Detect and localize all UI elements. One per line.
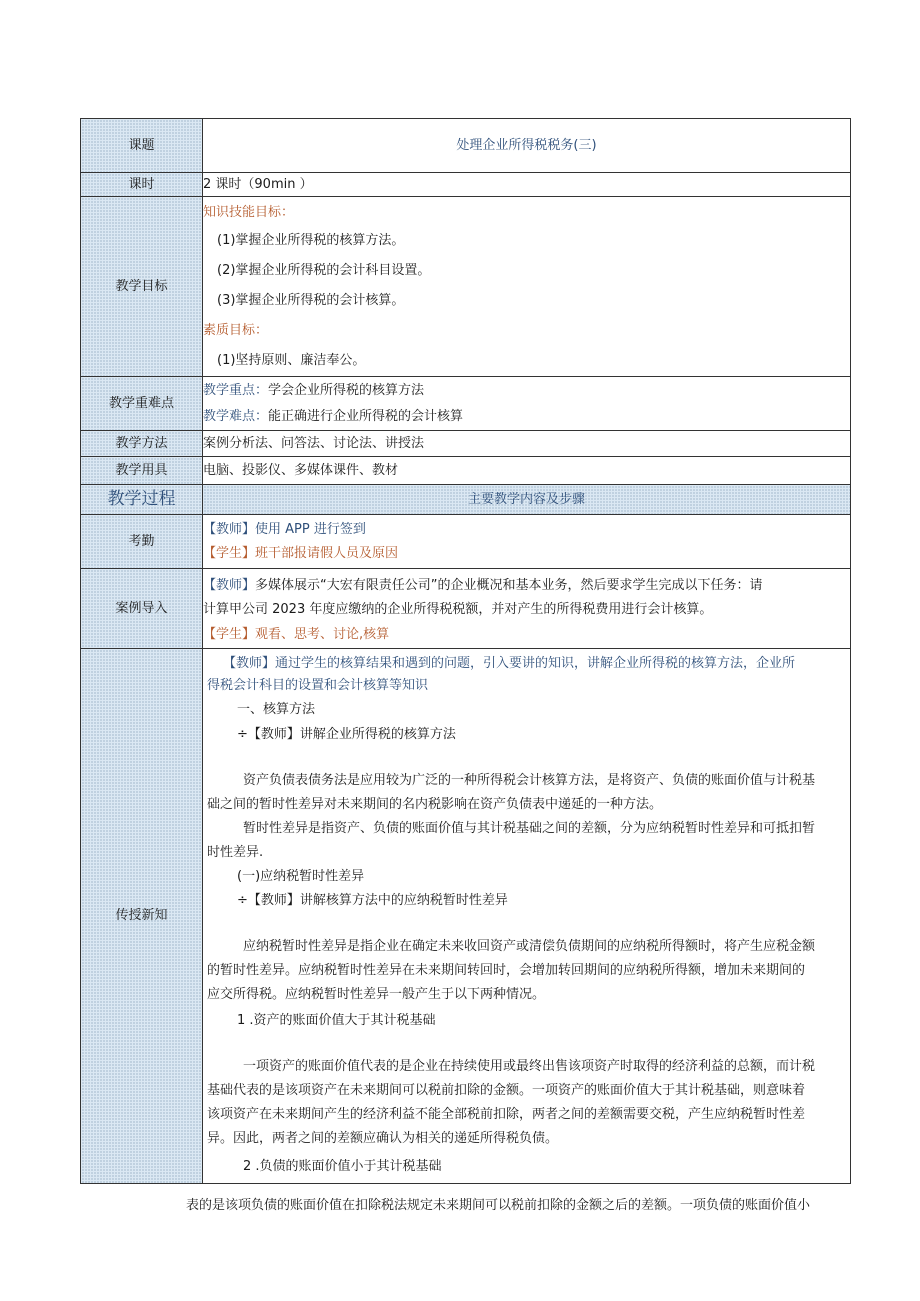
difficult-prefix: 教学难点： [203, 408, 269, 424]
paragraph-line: 资产负债表债务法是应用较为广泛的一种所得税会计核算方法，是将资产、负债的账面价值与计税基 [243, 773, 816, 788]
tools-label: 教学用具 [81, 457, 203, 485]
topic-title: 处理企业所得税税务(三) [203, 119, 851, 173]
paragraph-line: 应纳税暂时性差异是指企业在确定未来收回资产或清偿负债期间的应纳税所得额时，将产生应税金额 [243, 939, 816, 954]
knowledge-title: 知识技能目标： [203, 205, 295, 220]
case-intro-content [203, 569, 851, 649]
process-header-left: 教学过程 [81, 485, 203, 515]
knowledge-item: (1)掌握企业所得税的核算方法。 [217, 233, 405, 248]
paragraph-line: 础之间的暂时性差异对未来期间的名内税影响在资产负债表中递延的一种方法。 [207, 797, 663, 812]
knowledge-item: (2)掌握企业所得税的会计科目设置。 [217, 263, 431, 278]
list-item: 1 .资产的账面价值大于其计税基础 [237, 1013, 436, 1028]
row-hours [81, 173, 851, 197]
subsection-heading: (一)应纳税暂时性差异 [237, 869, 365, 884]
lesson-plan-table [80, 118, 851, 1184]
row-methods [81, 431, 851, 457]
section-heading: 一、核算方法 [237, 702, 316, 717]
methods-label: 教学方法 [81, 431, 203, 457]
case-student: 【学生】观看、思考、讨论,核算 [203, 627, 390, 642]
new-knowledge-label: 传授新知 [81, 649, 203, 1184]
quality-title: 素质目标： [203, 323, 269, 338]
attendance-content [203, 515, 851, 569]
difficult-text: 能正确进行企业所得税的会计核算 [268, 408, 464, 424]
case-teacher-line2: 计算甲公司 2023 年度应缴纳的企业所得税税额，并对产生的所得税费用进行会计核算。 [203, 602, 713, 617]
intro-line: 得税会计科目的设置和会计核算等知识 [207, 678, 429, 693]
case-teacher-text: 多媒体展示“大宏有限责任公司”的企业概况和基本业务，然后要求学生完成以下任务：请 [255, 578, 763, 593]
paragraph-line: 该项资产在未来期间产生的经济利益不能全部税前扣除，两者之间的差额需要交税，产生应纳税暂时性差 [207, 1107, 806, 1122]
row-attendance [81, 515, 851, 569]
key-prefix: 教学重点： [203, 382, 269, 398]
teacher-point: ÷【教师】讲解企业所得税的核算方法 [237, 727, 456, 742]
row-key-points [81, 377, 851, 431]
attendance-teacher: 【教师】使用 APP 进行签到 [203, 522, 366, 537]
teacher-point: ÷【教师】讲解核算方法中的应纳税暂时性差异 [237, 893, 508, 908]
topic-label: 课题 [81, 119, 203, 173]
row-case-intro [81, 569, 851, 649]
case-intro-label: 案例导入 [81, 569, 203, 649]
paragraph-line: 暂时性差异是指资产、负债的账面价值与其计税基础之间的差额，分为应纳税暂时性差异和可抵扣暂 [243, 821, 816, 836]
paragraph-line: 时性差异. [207, 845, 264, 860]
process-header-right: 主要教学内容及步骤 [203, 485, 851, 515]
attendance-student: 【学生】班干部报请假人员及原因 [203, 546, 399, 561]
row-objectives [81, 197, 851, 377]
row-process-header [81, 485, 851, 515]
row-tools [81, 457, 851, 485]
key-points-content [203, 377, 851, 431]
case-teacher-prefix: 【教师】 [203, 578, 256, 593]
paragraph-line: 应交所得税。应纳税暂时性差异一般产生于以下两种情况。 [207, 987, 546, 1002]
hours-value: 2 课时（90min ） [203, 173, 851, 197]
key-point-line [203, 378, 850, 404]
paragraph-line: 的暂时性差异。应纳税暂时性差异在未来期间转回时，会增加转回期间的应纳税所得额，增加未来期间的 [207, 963, 806, 978]
methods-value: 案例分析法、问答法、讨论法、讲授法 [203, 431, 851, 457]
key-points-label: 教学重难点 [81, 377, 203, 431]
row-new-knowledge [81, 649, 851, 1184]
paragraph-line: 基础代表的是该项资产在未来期间可以税前扣除的金额。一项资产的账面价值大于其计税基础，则意味着 [207, 1083, 806, 1098]
paragraph-line: 异。因此，两者之间的差额应确认为相关的递延所得税负债。 [207, 1131, 559, 1146]
paragraph-line: 一项资产的账面价值代表的是企业在持续使用或最终出售该项资产时取得的经济利益的总额，而计税 [243, 1059, 816, 1074]
knowledge-item: (3)掌握企业所得税的会计核算。 [217, 293, 405, 308]
difficult-point-line [203, 404, 850, 430]
objectives-label: 教学目标 [81, 197, 203, 377]
case-teacher-line [203, 574, 850, 598]
overflow-text-line: 表的是该项负债的账面价值在扣除税法规定未来期间可以税前扣除的金额之后的差额。一项负债的账面价值小 [186, 1198, 811, 1213]
hours-label: 课时 [81, 173, 203, 197]
quality-item: (1)坚持原则、廉洁奉公。 [217, 353, 366, 368]
objectives-content [203, 197, 851, 377]
new-knowledge-content [203, 649, 851, 1184]
tools-value: 电脑、投影仪、多媒体课件、教材 [203, 457, 851, 485]
list-item: 2 .负债的账面价值小于其计税基础 [243, 1159, 442, 1174]
row-topic [81, 119, 851, 173]
attendance-label: 考勤 [81, 515, 203, 569]
key-text: 学会企业所得税的核算方法 [268, 382, 425, 398]
intro-line: 【教师】通过学生的核算结果和遇到的问题，引入要讲的知识，讲解企业所得税的核算方法，企业所 [223, 656, 796, 671]
